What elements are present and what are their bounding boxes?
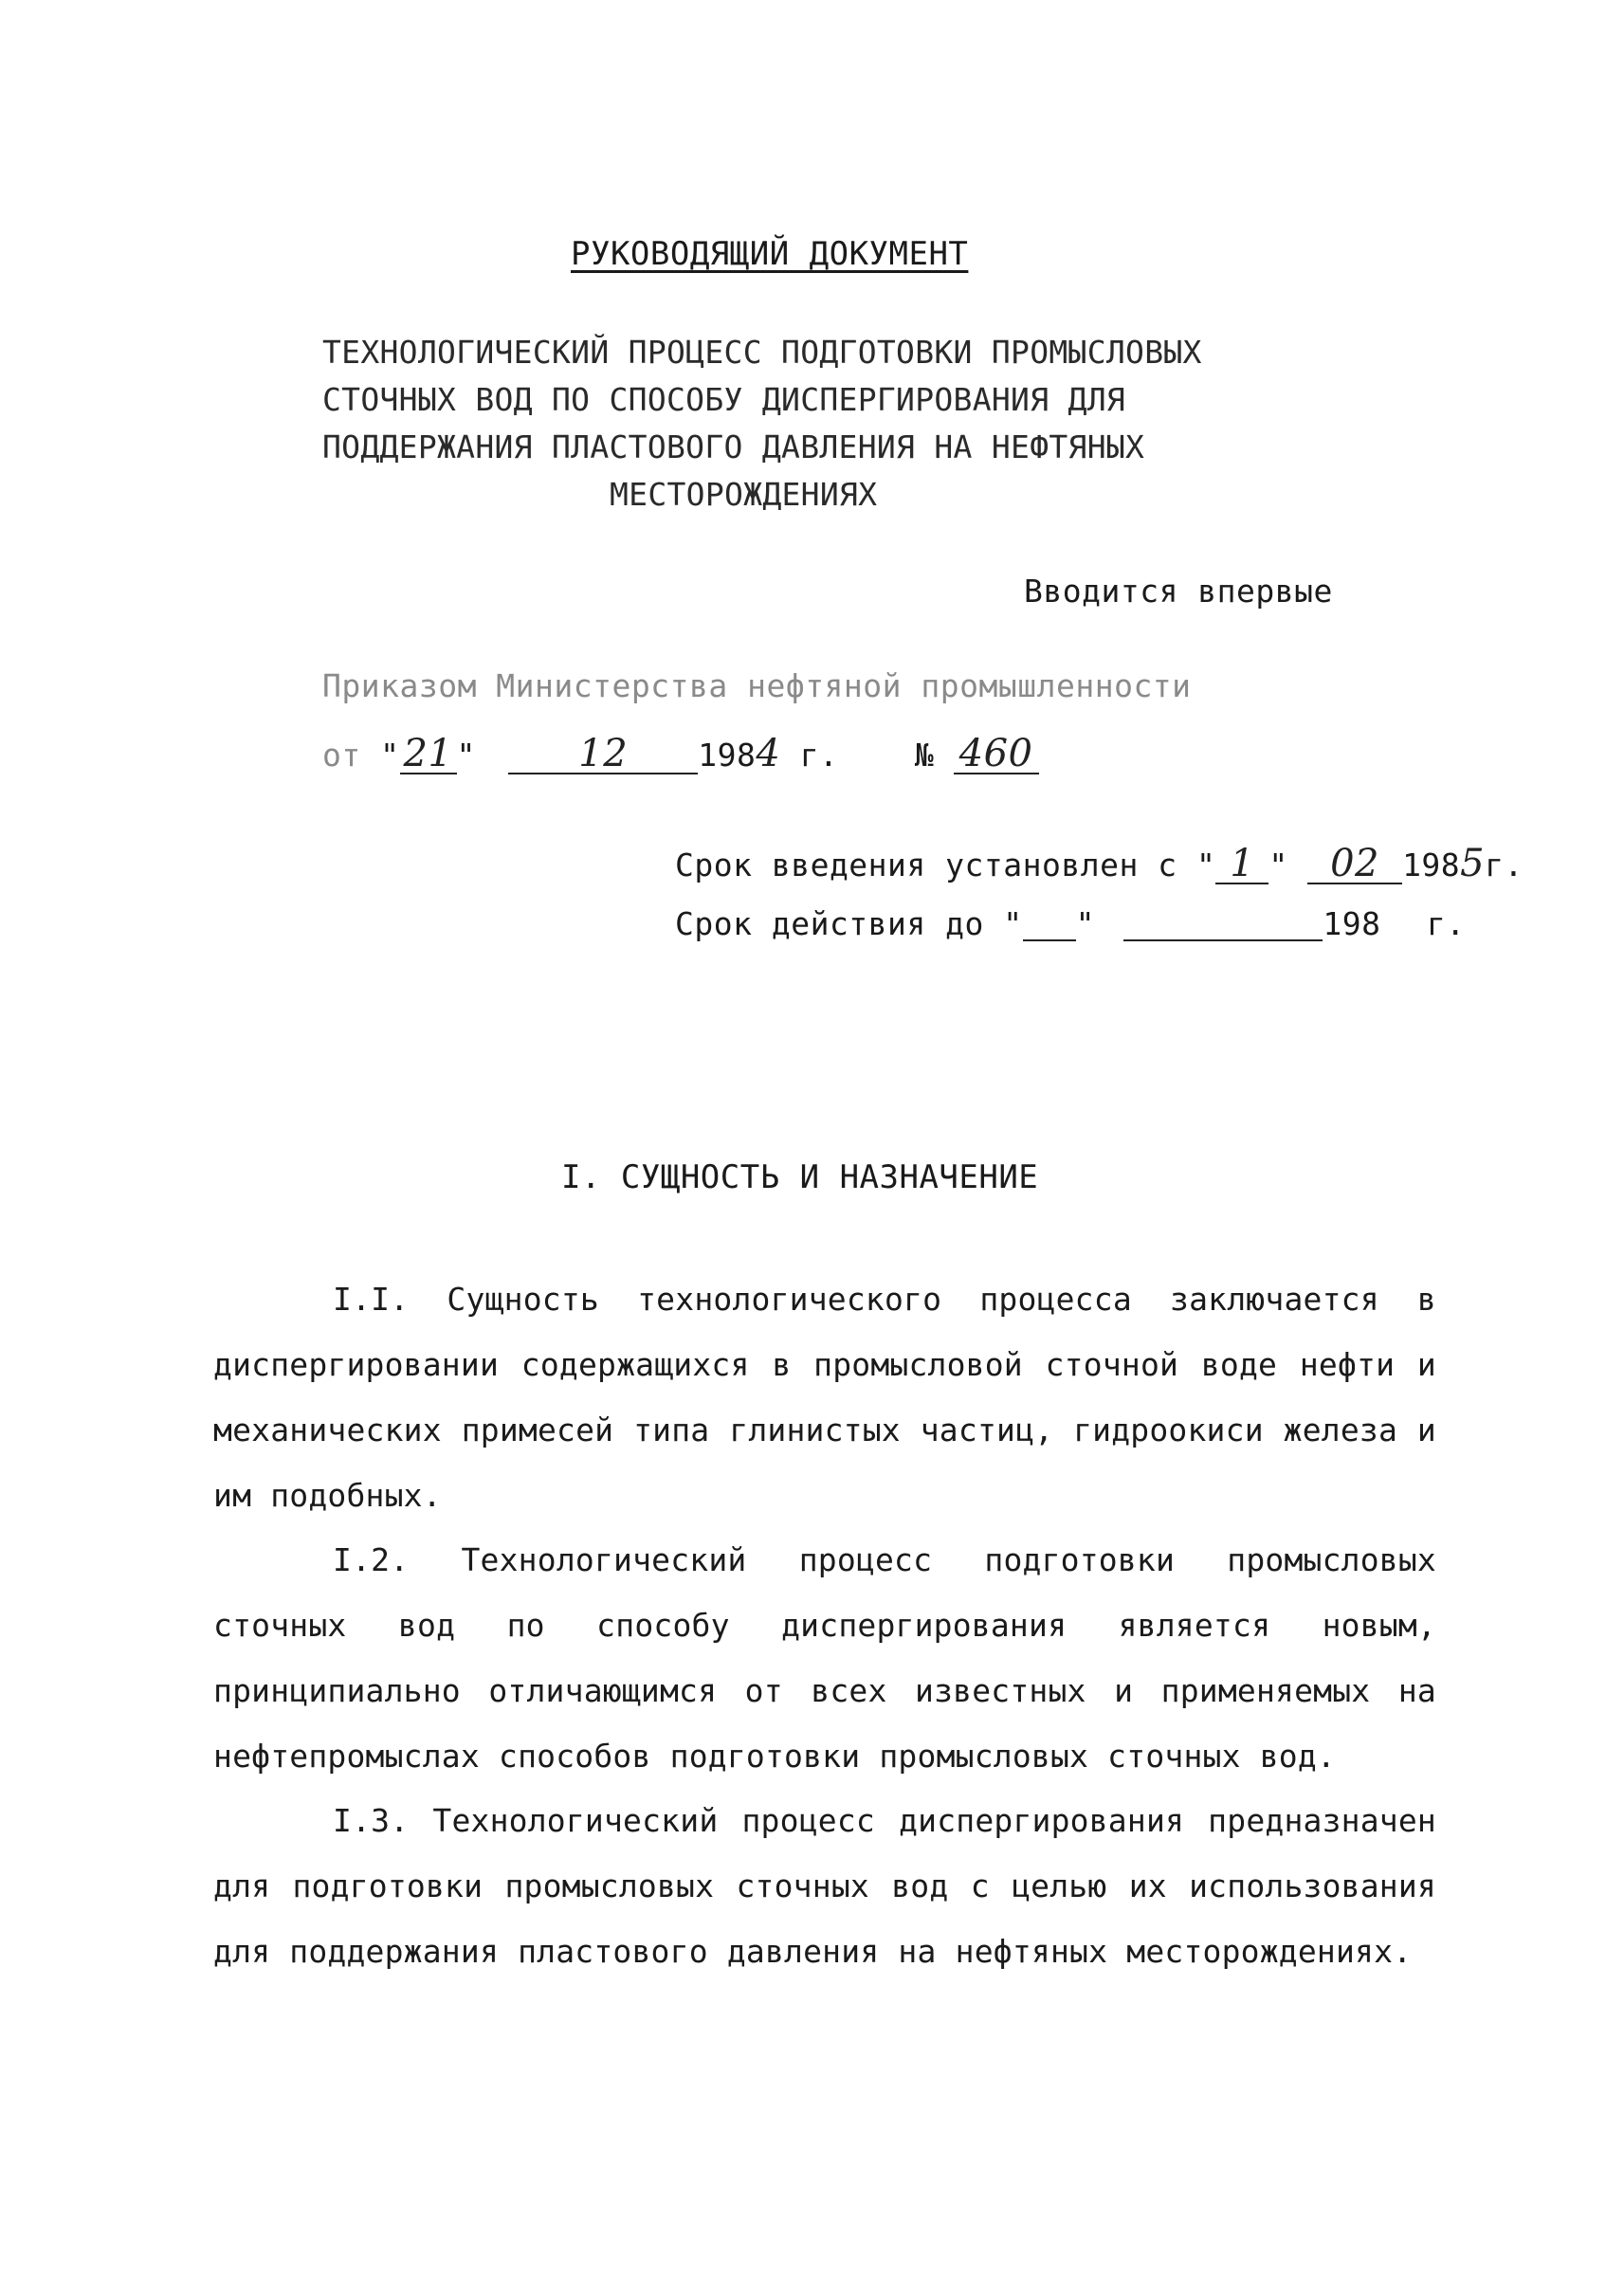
effective-label: Срок введения установлен с	[675, 847, 1177, 883]
order-date-line: от " 21 " 12 1984 г. № 460	[322, 732, 1039, 775]
paragraph-text: I.2. Технологический процесс подготовки промысловых сточных вод по способу диспергирования является новым, принципиально отличающимся от всех известных и применяемых на нефтепромыслах способов подготовки промысловых сточных вод.	[213, 1541, 1436, 1775]
effective-year-suffix: г.	[1485, 847, 1524, 883]
effective-date-line: Срок введения установлен с " 1 " 02 1985г.	[675, 842, 1524, 885]
effective-year-digit: 5	[1460, 842, 1486, 885]
section-title: I. СУЩНОСТЬ И НАЗНАЧЕНИЕ	[561, 1158, 1039, 1196]
paragraph-text: I.I. Сущность технологического процесса заключается в диспергировании содержащихся в промысловой сточной воде нефти и механических примесей типа глинистых частиц, гидроокиси железа и им подобных.	[213, 1281, 1436, 1514]
effective-year-prefix: 198	[1402, 847, 1461, 883]
validity-year-suffix: г.	[1426, 905, 1466, 942]
order-day: 21	[400, 735, 457, 774]
validity-month-blank	[1123, 908, 1323, 941]
order-year-digit: 4	[756, 732, 781, 775]
order-text: Приказом Министерства нефтяной промышленности	[322, 667, 1192, 704]
introduced-note: Вводится впервые	[1024, 573, 1333, 610]
subject-line-4: МЕСТОРОЖДЕНИЯХ	[610, 476, 878, 513]
validity-day-blank	[1023, 908, 1076, 941]
subject-line-1: ТЕХНОЛОГИЧЕСКИЙ ПРОЦЕСС ПОДГОТОВКИ ПРОМЫСЛОВЫХ	[322, 334, 1202, 371]
order-from-label: от	[322, 737, 361, 774]
order-month: 12	[508, 735, 698, 774]
subject-line-3: ПОДДЕРЖАНИЯ ПЛАСТОВОГО ДАВЛЕНИЯ НА НЕФТЯНЫХ	[322, 428, 1145, 465]
order-year-suffix: г.	[799, 737, 839, 774]
order-year-prefix: 198	[698, 737, 757, 774]
document-type-title: РУКОВОДЯЩИЙ ДОКУМЕНТ	[571, 235, 969, 273]
paragraph-1-2	[213, 1527, 1436, 1789]
order-line	[322, 667, 1192, 704]
order-number: 460	[954, 735, 1039, 774]
paragraph-1-3	[213, 1788, 1436, 1984]
subject-line-2: СТОЧНЫХ ВОД ПО СПОСОБУ ДИСПЕРГИРОВАНИЯ ДЛЯ	[322, 381, 1126, 418]
effective-day: 1	[1215, 845, 1268, 884]
paragraph-text: I.3. Технологический процесс диспергирования предназначен для подготовки промысловых сточных вод с целью их использования для поддержания пластового давления на нефтяных месторождениях.	[213, 1802, 1436, 1970]
effective-month: 02	[1307, 845, 1402, 884]
validity-year-prefix: 198	[1323, 905, 1381, 942]
validity-line: Срок действия до " " 198 г.	[675, 905, 1466, 942]
order-number-label: №	[914, 737, 935, 774]
paragraph-1-1	[213, 1266, 1436, 1528]
validity-label: Срок действия до	[675, 905, 984, 942]
